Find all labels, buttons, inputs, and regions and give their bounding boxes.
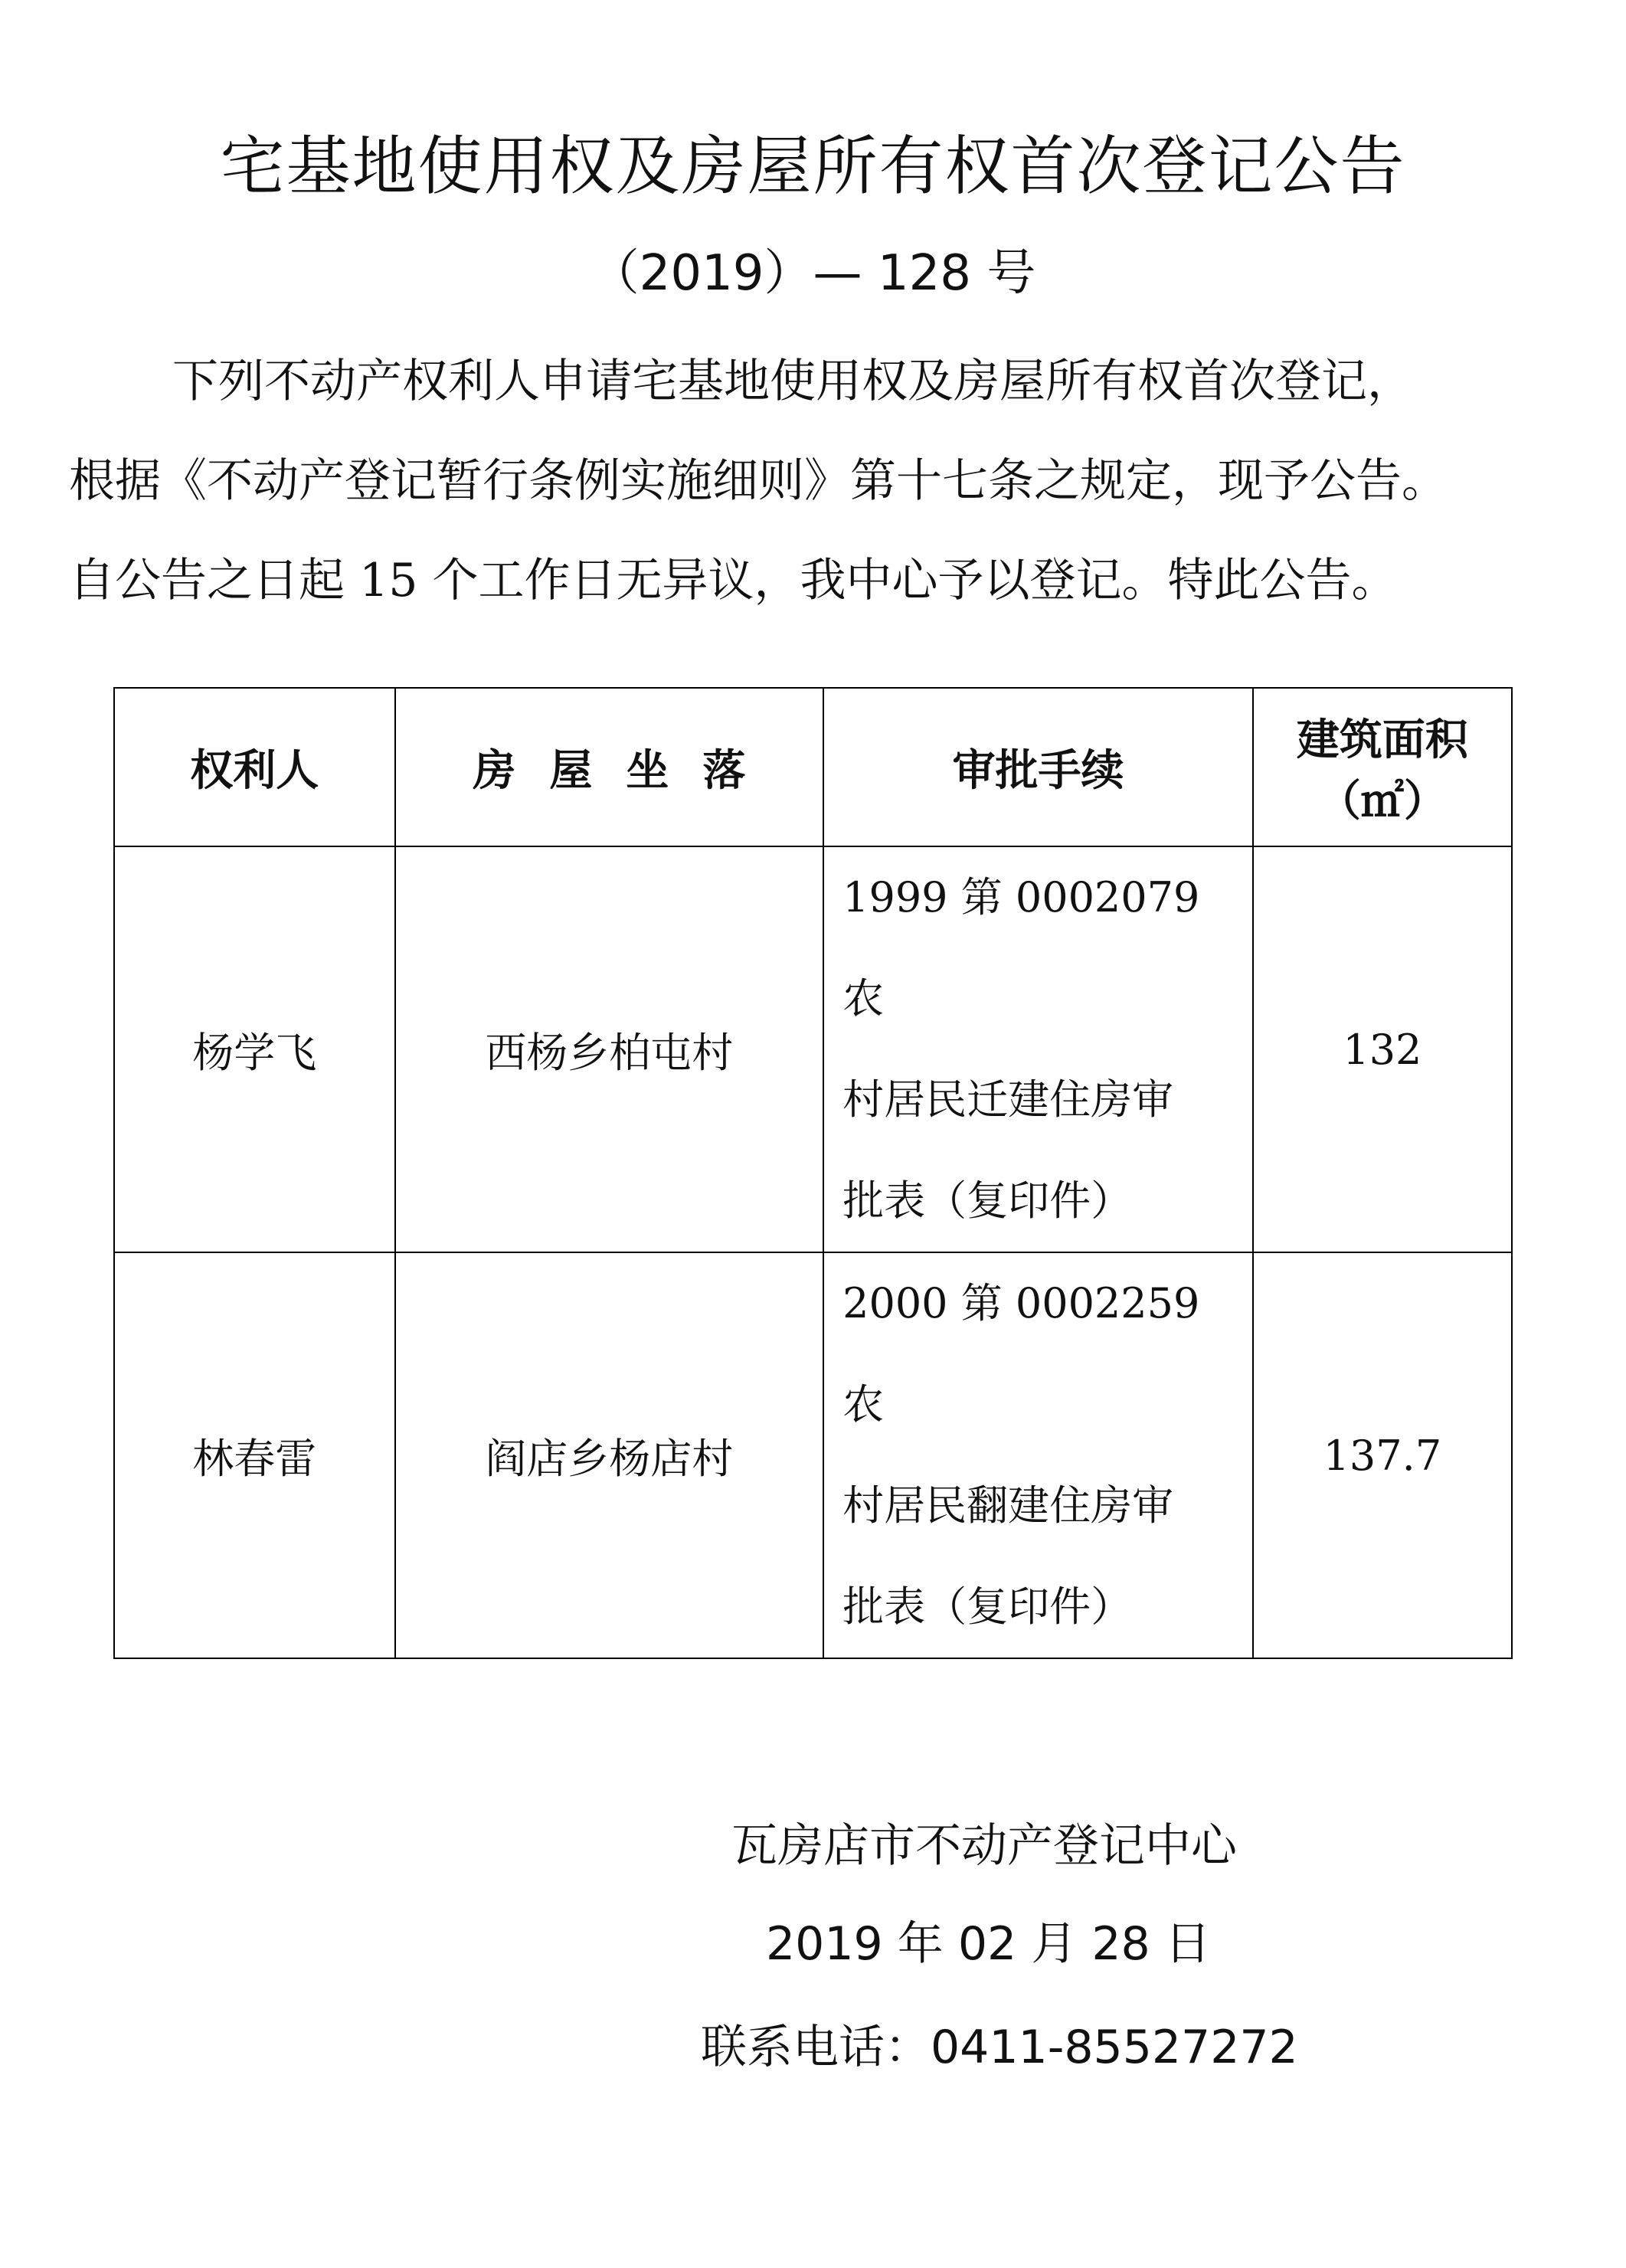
issuer-name: 瓦房店市不动产登记中心 (731, 1819, 1237, 1873)
notice-title: 宅基地使用权及房屋所有权首次登记公告 (220, 129, 1406, 204)
approval-line: 村居民迁建住房审 (842, 1075, 1174, 1124)
cell-approval (823, 846, 1253, 1252)
cell-area: 137.7 (1253, 1252, 1512, 1658)
issue-date: 2019 年 02 月 28 日 (766, 1917, 1211, 1971)
notice-paragraph-line-1: 下列不动产权利人申请宅基地使用权及房屋所有权首次登记， (172, 355, 1413, 408)
table-row (114, 1252, 1512, 1658)
header-area-label: 建筑面积 (1296, 715, 1468, 765)
header-approval: 审批手续 (823, 688, 1253, 846)
table-header-row (114, 688, 1512, 846)
cell-holder: 杨学飞 (114, 846, 395, 1252)
table-row (114, 846, 1512, 1252)
cell-location: 阎店乡杨店村 (395, 1252, 824, 1658)
registration-table (113, 687, 1513, 1659)
notice-number: （2019）— 128 号 (590, 245, 1036, 302)
cell-area: 132 (1253, 846, 1512, 1252)
contact-phone: 联系电话：0411-85527272 (701, 2021, 1298, 2074)
approval-line: 1999 第 0002079 农 (842, 873, 1200, 1023)
cell-holder: 林春雷 (114, 1252, 395, 1658)
approval-line: 批表（复印件） (842, 1582, 1133, 1631)
approval-line: 2000 第 0002259 农 (842, 1279, 1200, 1429)
approval-line: 批表（复印件） (842, 1177, 1133, 1225)
notice-paragraph-line-2: 根据《不动产登记暂行条例实施细则》第十七条之规定，现予公告。 (69, 454, 1448, 508)
cell-location: 西杨乡柏屯村 (395, 846, 824, 1252)
header-holder: 权利人 (114, 688, 395, 846)
approval-line: 村居民翻建住房审 (842, 1481, 1174, 1530)
cell-approval (823, 1252, 1253, 1658)
header-location (395, 688, 824, 846)
header-area (1253, 688, 1512, 846)
header-area-unit: （㎡） (1317, 776, 1447, 826)
header-location-label: 房屋坐落 (473, 745, 780, 796)
notice-paragraph-line-3: 自公告之日起 15 个工作日无异议，我中心予以登记。特此公告。 (69, 554, 1398, 607)
